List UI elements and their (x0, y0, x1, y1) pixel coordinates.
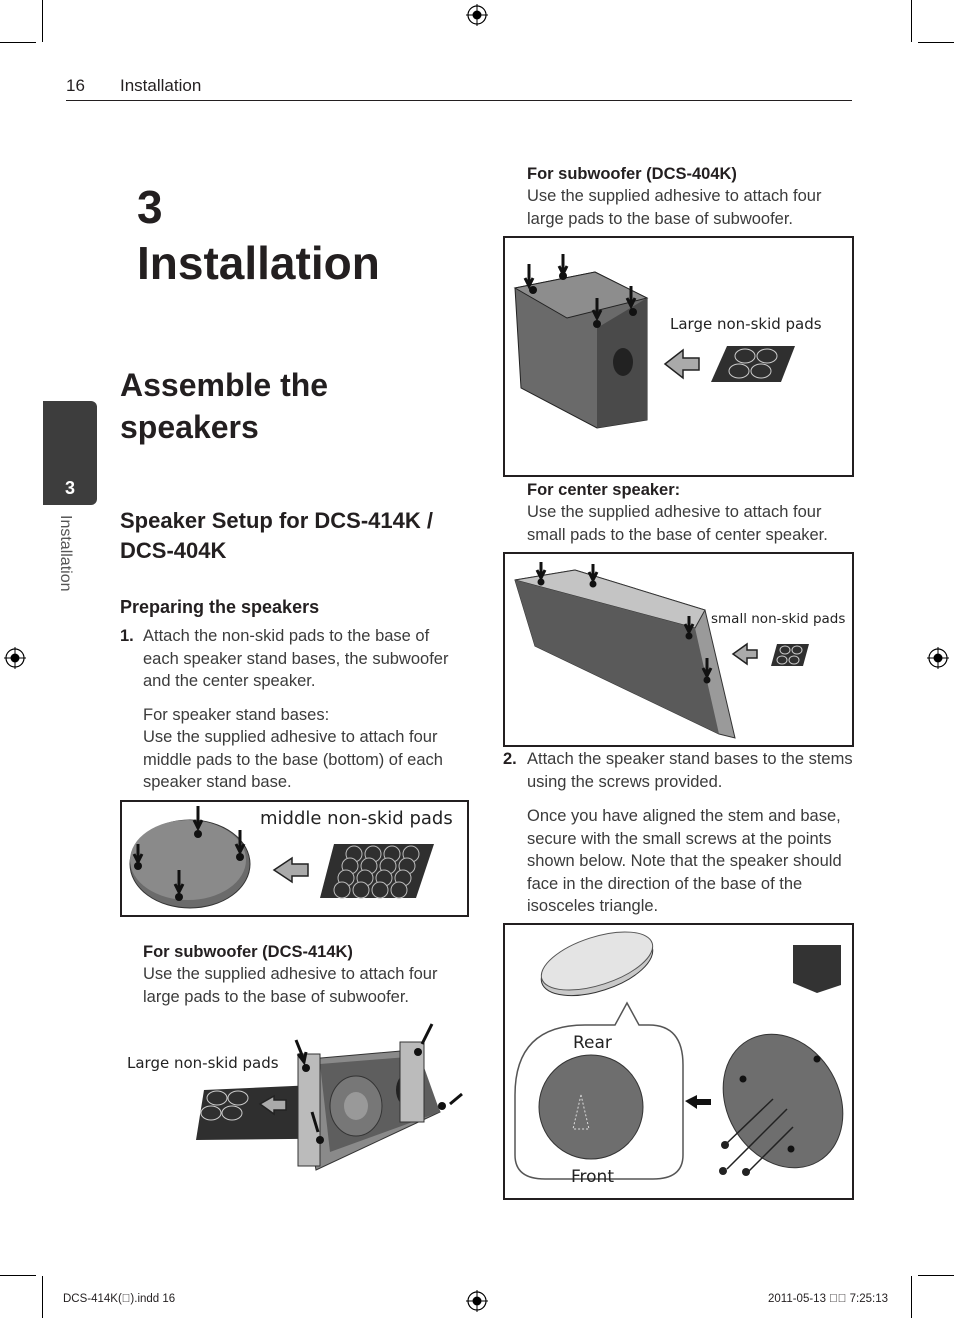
sub414-pads-label: Large non-skid pads (127, 1054, 279, 1072)
step-1-number: 1. (120, 627, 134, 645)
step-2-number: 2. (503, 750, 517, 768)
footer-datetime: 2011-05-13    7:25:13 (768, 1293, 888, 1305)
chapter-number: 3 (137, 181, 163, 233)
registration-mark-icon (4, 647, 26, 669)
header-rule (66, 100, 852, 101)
center-speaker-illustration (505, 554, 852, 745)
step-1-text: Attach the non-skid pads to the base of each speaker stand bases, the subwoofer and the center speaker. (143, 627, 449, 691)
stand-text: Use the supplied adhesive to attach four middle pads to the base (bottom) of each speaker stand base. (143, 728, 443, 792)
running-header: Installation (120, 76, 202, 95)
sub404-pads-label: Large non-skid pads (670, 315, 822, 333)
front-label: Front (571, 1167, 614, 1187)
figure-sub404-pads (503, 236, 854, 477)
crop-mark (911, 0, 912, 42)
registration-mark-icon (466, 1290, 488, 1312)
crop-mark (0, 1275, 36, 1276)
footer-file: DCS-414K( ).indd 16 (63, 1293, 176, 1305)
sub414-text: Use the supplied adhesive to attach four large pads to the base of subwoofer. (143, 965, 438, 1006)
center-heading: For center speaker: (527, 481, 681, 499)
subsection-title: Speaker Setup for DCS-414K / DCS-404K (120, 508, 433, 563)
rear-label: Rear (573, 1033, 612, 1053)
crop-mark (911, 1276, 912, 1318)
step-2-text: Attach the speaker stand bases to the stems using the screws provided. (527, 750, 853, 791)
chapter-title: Installation (137, 237, 380, 289)
crop-mark (0, 42, 36, 43)
crop-mark (918, 42, 954, 43)
page-number: 16 (66, 76, 85, 95)
sub414-heading: For subwoofer (DCS-414K) (143, 943, 353, 961)
crop-mark (918, 1275, 954, 1276)
sub404-illustration (505, 238, 852, 475)
sub404-text: Use the supplied adhesive to attach four large pads to the base of subwoofer. (527, 187, 822, 228)
section-title: Assemble the speakers (120, 367, 329, 445)
crop-mark (42, 0, 43, 42)
chapter-tab-number: 3 (64, 478, 75, 498)
sub404-heading: For subwoofer (DCS-404K) (527, 165, 737, 183)
chapter-tab-label: Installation (57, 515, 74, 592)
middle-pads-label: middle non-skid pads (260, 808, 453, 829)
figure-center-pads (503, 552, 854, 747)
sub414-illustration (120, 1020, 470, 1180)
center-pads-label: small non-skid pads (711, 611, 846, 627)
registration-mark-icon (466, 4, 488, 26)
crop-mark (42, 1276, 43, 1318)
stand-assembly-illustration (505, 925, 852, 1198)
registration-mark-icon (927, 647, 949, 669)
sub-subsection-title: Preparing the speakers (120, 597, 320, 617)
figure-stand-base-pads (120, 800, 469, 917)
figure-stand-assembly (503, 923, 854, 1200)
stand-heading: For speaker stand bases: (143, 706, 330, 724)
step-2-text-2: Once you have aligned the stem and base, secure with the small screws at the points shown below. Note that the speaker should face in the direction of the base of the isosceles triangle. (527, 807, 842, 916)
center-text: Use the supplied adhesive to attach four small pads to the base of center speaker. (527, 503, 828, 544)
